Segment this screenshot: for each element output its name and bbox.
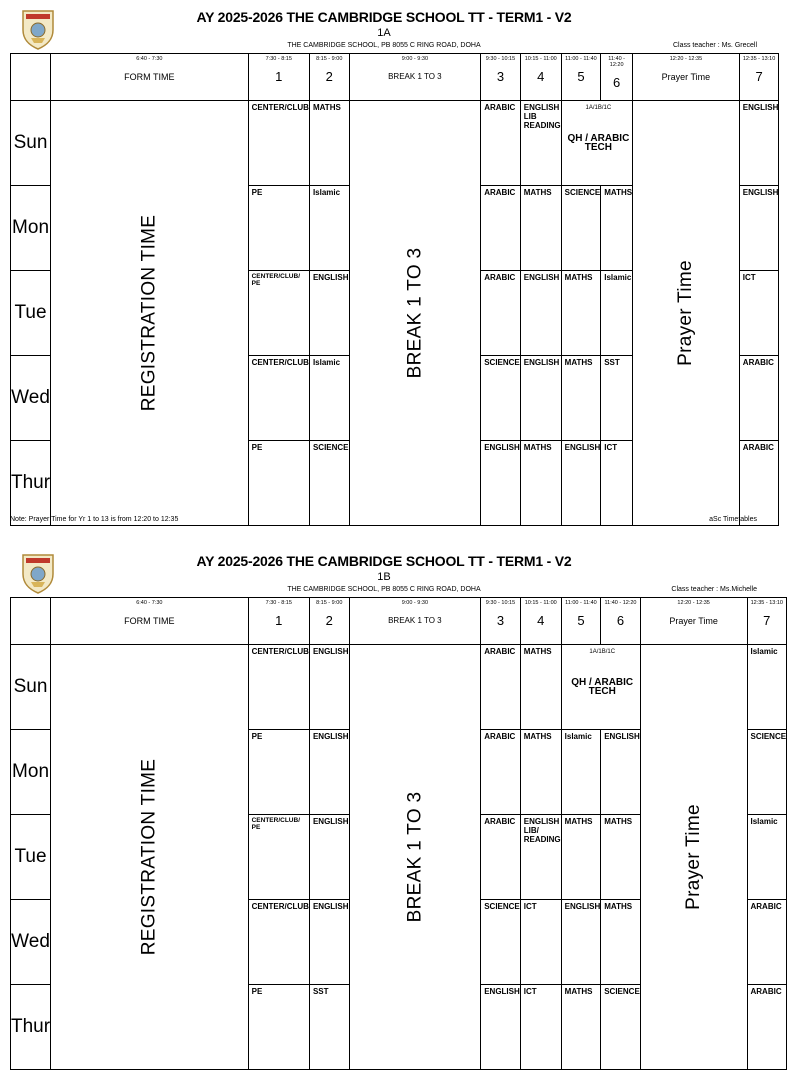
period-number: 3	[496, 613, 505, 628]
header-break	[349, 598, 481, 645]
lesson-cell: MATHS	[561, 271, 601, 356]
lesson-cell: ARABIC	[747, 900, 787, 985]
lesson-cell: CENTER/CLUB	[248, 101, 309, 186]
corner-cell	[11, 598, 51, 645]
day-label: Wed	[11, 356, 51, 441]
lesson-cell: SST	[309, 985, 349, 1070]
header-period-7	[747, 598, 787, 645]
lesson-cell: ENGLISH	[739, 101, 779, 186]
period-time: 8:15 - 9:00	[316, 600, 343, 606]
timetable-sheet-1a	[0, 0, 779, 540]
registration-label: REGISTRATION TIME	[138, 758, 160, 956]
lesson-cell: SCIENCE	[747, 730, 787, 815]
corner-cell	[11, 54, 51, 101]
lesson-cell: MATHS	[601, 900, 641, 985]
lesson-cell: ARABIC	[747, 985, 787, 1070]
lesson-cell: ICT	[739, 271, 779, 356]
class-teacher: Class teacher : Ms.Michelle	[671, 586, 757, 593]
lesson-cell: ARABIC	[739, 356, 779, 441]
period-number: 6	[613, 75, 621, 90]
period-number: 1	[275, 69, 283, 84]
lesson-cell: MATHS	[561, 985, 601, 1070]
header-period-5	[561, 54, 601, 101]
break-block	[349, 101, 481, 526]
lesson-cell: ENGLISH	[309, 900, 349, 985]
school-address: THE CAMBRIDGE SCHOOL, PB 8055 C RING ROAD, DOHA	[287, 586, 481, 593]
lesson-cell: CENTER/CLUB	[248, 645, 309, 730]
timetable-grid	[10, 597, 787, 1070]
header-period-1	[248, 54, 309, 101]
lesson-cell: ARABIC	[481, 186, 521, 271]
registration-time-block	[51, 645, 249, 1070]
period-time: 7:30 - 8:15	[265, 600, 292, 606]
timetable-title: AY 2025-2026 THE CAMBRIDGE SCHOOL TT - TERM1 - V2	[196, 9, 572, 25]
prayer-time-block	[633, 101, 740, 526]
period-number: 2	[325, 613, 333, 628]
header-period-5	[561, 598, 601, 645]
period-number: 4	[537, 613, 545, 628]
lesson-cell: CENTER/CLUB	[248, 356, 309, 441]
day-label: Tue	[11, 815, 51, 900]
period-time: 6:40 - 7:30	[136, 600, 163, 606]
header-period-7	[739, 54, 779, 101]
day-label: Thur	[11, 985, 51, 1070]
period-number: 2	[325, 69, 333, 84]
lesson-cell: PE	[248, 985, 309, 1070]
header-period-4	[520, 54, 561, 101]
lesson-cell: ICT	[520, 900, 561, 985]
period-time: 12:35 - 13:10	[742, 56, 776, 62]
period-label: FORM TIME	[124, 616, 175, 626]
lesson-cell: ENGLISH	[309, 645, 349, 730]
timetable-sheet-1b	[0, 544, 787, 1037]
period-label: Prayer Time	[661, 72, 711, 82]
class-name: 1A	[377, 27, 391, 39]
merged-groups: 1A/1B/1C	[585, 105, 612, 111]
period-time: 11:40 - 12:20	[604, 600, 637, 606]
period-number: 7	[763, 613, 771, 628]
class-teacher: Class teacher : Ms. Grecell	[672, 42, 757, 49]
period-number: 7	[755, 69, 763, 84]
merged-lesson-cell	[561, 101, 632, 186]
period-time: 11:00 - 11:40	[565, 56, 597, 62]
software-credit: aSc Timetables	[709, 516, 757, 523]
lesson-cell: Islamic	[561, 730, 601, 815]
period-label: BREAK 1 TO 3	[388, 616, 442, 625]
header-period-3	[481, 598, 521, 645]
day-label: Mon	[11, 186, 51, 271]
lesson-cell: ENGLISH	[481, 985, 521, 1070]
lesson-cell: PE	[248, 441, 309, 526]
school-address: THE CAMBRIDGE SCHOOL, PB 8055 C RING ROAD, DOHA	[287, 42, 481, 49]
header-period-3	[481, 54, 521, 101]
registration-label: REGISTRATION TIME	[138, 214, 160, 412]
day-label: Mon	[11, 730, 51, 815]
period-time: 9:00 - 9:30	[401, 600, 428, 606]
day-label: Thur	[11, 441, 51, 526]
lesson-cell: SST	[601, 356, 633, 441]
lesson-cell: MATHS	[561, 356, 601, 441]
period-time: 11:40 - 12:20	[608, 56, 625, 68]
lesson-cell: SCIENCE	[481, 356, 521, 441]
lesson-cell: ENGLISH	[309, 815, 349, 900]
lesson-cell: MATHS	[309, 101, 349, 186]
period-number: 4	[537, 69, 545, 84]
lesson-cell: ENGLISH	[520, 271, 561, 356]
prayer-time-note: Note: Prayer Time for Yr 1 to 13 is from 12:20 to 12:35	[10, 516, 179, 523]
period-time: 7:30 - 8:15	[265, 56, 292, 62]
period-time: 6:40 - 7:30	[136, 56, 163, 62]
lesson-cell: Islamic	[601, 271, 633, 356]
merged-subject: QH / ARABIC TECH	[567, 133, 630, 153]
lesson-cell: ARABIC	[481, 271, 521, 356]
lesson-cell: Islamic	[309, 356, 349, 441]
period-time: 9:00 - 9:30	[401, 56, 428, 62]
period-time: 8:15 - 9:00	[316, 56, 343, 62]
prayer-label: Prayer Time	[682, 804, 704, 910]
lesson-cell: ARABIC	[481, 101, 521, 186]
day-label: Wed	[11, 900, 51, 985]
lesson-cell: ICT	[520, 985, 561, 1070]
merged-subject: QH / ARABIC TECH	[571, 677, 634, 697]
period-time: 9:30 - 10:15	[485, 600, 516, 606]
lesson-cell: SCIENCE	[309, 441, 349, 526]
lesson-cell: PE	[248, 730, 309, 815]
lesson-cell: ENGLISH	[739, 186, 779, 271]
period-number: 5	[577, 69, 585, 84]
lesson-cell: PE	[248, 186, 309, 271]
lesson-cell: ENGLISH LIB READING	[520, 101, 561, 186]
lesson-cell: MATHS	[520, 645, 561, 730]
lesson-cell: ENGLISH	[309, 271, 349, 356]
lesson-cell: MATHS	[520, 441, 561, 526]
period-time: 11:00 - 11:40	[565, 600, 597, 606]
period-number: 1	[275, 613, 283, 628]
period-time: 9:30 - 10:15	[485, 56, 516, 62]
header-period-1	[248, 598, 309, 645]
lesson-cell: ARABIC	[481, 815, 521, 900]
lesson-cell: ENGLISH	[601, 730, 641, 815]
lesson-cell: Islamic	[747, 645, 787, 730]
period-time: 10:15 - 11:00	[524, 56, 557, 62]
lesson-cell: SCIENCE	[481, 900, 521, 985]
lesson-cell: CENTER/CLUB/ PE	[248, 815, 309, 900]
period-label: BREAK 1 TO 3	[388, 72, 442, 81]
lesson-cell: MATHS	[601, 186, 633, 271]
lesson-cell: MATHS	[561, 815, 601, 900]
lesson-cell: Islamic	[747, 815, 787, 900]
class-name: 1B	[377, 571, 391, 583]
header-row	[11, 54, 779, 101]
day-label: Sun	[11, 645, 51, 730]
break-label: BREAK 1 TO 3	[403, 247, 425, 379]
lesson-cell: ENGLISH	[481, 441, 521, 526]
day-label: Tue	[11, 271, 51, 356]
lesson-cell: ENGLISH	[309, 730, 349, 815]
period-number: 5	[577, 613, 585, 628]
header-form-time	[51, 598, 249, 645]
period-label: Prayer Time	[669, 616, 718, 626]
lesson-cell: Islamic	[309, 186, 349, 271]
period-time: 12:20 - 12:35	[677, 600, 710, 606]
header-row	[11, 598, 787, 645]
header-period-2	[309, 54, 349, 101]
header-break	[349, 54, 481, 101]
header-period-6	[601, 54, 633, 101]
period-time: 12:20 - 12:35	[669, 56, 703, 62]
header-period-2	[309, 598, 349, 645]
lesson-cell: ENGLISH	[520, 356, 561, 441]
period-number: 6	[616, 613, 625, 628]
period-time: 10:15 - 11:00	[524, 600, 557, 606]
lesson-cell: ENGLISH LIB/ READING	[520, 815, 561, 900]
day-label: Sun	[11, 101, 51, 186]
header-period-6	[601, 598, 641, 645]
lesson-cell: ARABIC	[481, 645, 521, 730]
lesson-cell: MATHS	[520, 186, 561, 271]
lesson-cell: ENGLISH	[561, 441, 601, 526]
lesson-cell: SCIENCE	[601, 985, 641, 1070]
merged-groups: 1A/1B/1C	[589, 649, 616, 655]
timetable-grid	[10, 53, 779, 526]
merged-lesson-cell	[561, 645, 640, 730]
period-time: 12:35 - 13:10	[750, 600, 783, 606]
day-row-sun	[11, 101, 779, 186]
header-prayer-time	[640, 598, 747, 645]
lesson-cell: ENGLISH	[561, 900, 601, 985]
lesson-cell: CENTER/CLUB	[248, 900, 309, 985]
prayer-time-block	[640, 645, 747, 1070]
lesson-cell: ARABIC	[739, 441, 779, 526]
prayer-label: Prayer Time	[674, 260, 696, 366]
lesson-cell: ICT	[601, 441, 633, 526]
break-label: BREAK 1 TO 3	[403, 791, 425, 923]
timetable-title: AY 2025-2026 THE CAMBRIDGE SCHOOL TT - TERM1 - V2	[196, 553, 572, 569]
lesson-cell: CENTER/CLUB/ PE	[248, 271, 309, 356]
period-number: 3	[496, 69, 505, 84]
break-block	[349, 645, 481, 1070]
registration-time-block	[51, 101, 249, 526]
lesson-cell: ARABIC	[481, 730, 521, 815]
lesson-cell: MATHS	[520, 730, 561, 815]
header-form-time	[51, 54, 249, 101]
period-label: FORM TIME	[124, 72, 175, 82]
lesson-cell: SCIENCE	[561, 186, 601, 271]
header-period-4	[520, 598, 561, 645]
day-row-sun	[11, 645, 787, 730]
lesson-cell: MATHS	[601, 815, 641, 900]
header-prayer-time	[633, 54, 740, 101]
